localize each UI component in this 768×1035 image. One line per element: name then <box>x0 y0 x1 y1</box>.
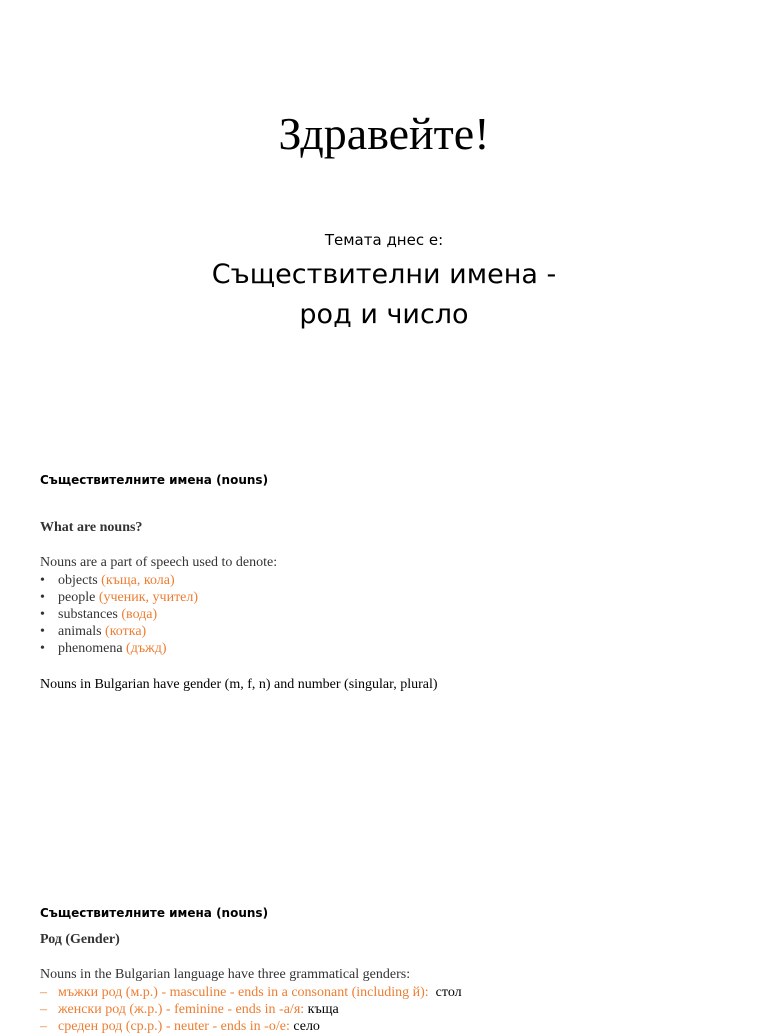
gender-description: среден род (ср.р.) - neuter - ends in -о/е: <box>58 1019 290 1034</box>
noun-categories-list <box>40 572 198 657</box>
section-subheader: Род (Gender) <box>40 932 120 947</box>
slide-title: Здравейте! <box>278 108 490 159</box>
gender-description: мъжки род (м.р.) - masculine - ends in a consonant (including й): <box>58 985 429 1000</box>
item-english: phenomena <box>58 641 123 656</box>
genders-list <box>40 984 462 1035</box>
list-item <box>40 1001 462 1018</box>
item-bulgarian: (ученик, учител) <box>98 590 199 605</box>
bullet-mark: • <box>40 573 45 588</box>
list-item <box>40 606 198 623</box>
topic-intro: Темата днес е: <box>324 231 444 249</box>
section-header: Съществителните имена (nouns) <box>40 906 269 920</box>
section-header: Съществителните имена (nouns) <box>40 473 269 487</box>
bullet-mark: • <box>40 607 45 622</box>
item-bulgarian: (котка) <box>105 624 147 639</box>
item-bulgarian: (вода) <box>121 607 158 622</box>
item-english: substances <box>58 607 118 622</box>
bullet-mark: • <box>40 624 45 639</box>
gender-example: къща <box>307 1002 339 1017</box>
item-bulgarian: (дъжд) <box>126 641 167 656</box>
section-question: What are nouns? <box>40 520 143 535</box>
item-english: people <box>58 590 96 605</box>
list-item <box>40 589 198 606</box>
dash-mark: – <box>40 985 47 1000</box>
list-item <box>40 1018 462 1035</box>
item-english: objects <box>58 573 98 588</box>
bullet-mark: • <box>40 590 45 605</box>
list-item <box>40 623 198 640</box>
section-intro: Nouns in the Bulgarian language have three grammatical genders: <box>40 967 411 982</box>
section-summary: Nouns in Bulgarian have gender (m, f, n) and number (singular, plural) <box>40 677 438 692</box>
dash-mark: – <box>40 1019 47 1034</box>
list-item <box>40 640 198 657</box>
section-intro: Nouns are a part of speech used to denote: <box>40 555 278 570</box>
item-bulgarian: (къща, кола) <box>101 573 175 588</box>
list-item <box>40 572 198 589</box>
topic-title <box>0 255 768 335</box>
gender-example: село <box>293 1019 320 1034</box>
gender-example: стол <box>435 985 462 1000</box>
bullet-mark: • <box>40 641 45 656</box>
topic-line-1: Съществителни имена - <box>211 259 557 290</box>
item-english: animals <box>58 624 102 639</box>
dash-mark: – <box>40 1002 47 1017</box>
topic-line-2: род и число <box>299 299 469 330</box>
gender-description: женски род (ж.р.) - feminine - ends in -а/я: <box>58 1002 305 1017</box>
list-item <box>40 984 462 1001</box>
